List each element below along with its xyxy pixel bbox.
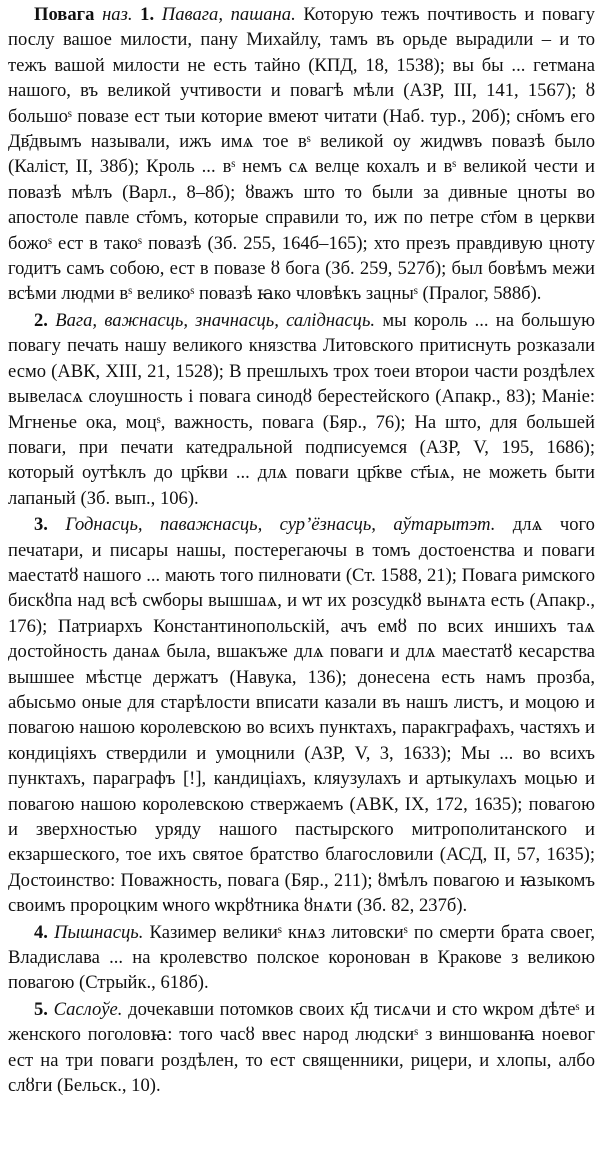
sense-citations: Казимер великиˢ кнѧз литовскиˢ по смерти брата своег, Владислава ... на кролевство полское коронован в Кракове з великою повагою (Стрыйк., 618б). bbox=[8, 921, 595, 994]
sense-gloss: Саслоўе. bbox=[53, 998, 123, 1020]
sense-5 bbox=[8, 997, 595, 1099]
part-of-speech: наз. bbox=[102, 4, 133, 25]
sense-number: 3. bbox=[34, 514, 48, 536]
sense-number: 2. bbox=[34, 309, 48, 331]
sense-4 bbox=[8, 920, 595, 996]
sense-1 bbox=[8, 2, 595, 307]
sense-gloss: Павага, пашана. bbox=[161, 4, 296, 25]
sense-gloss: Годнасць, паважнасць, сур’ёзнасць, аўтарытэт. bbox=[65, 514, 496, 536]
sense-citations: дочекавши потомков своих к҃д тисѧчи и сто ѡкром дѣтеˢ и женского поголовꙗ: того часȣ ввес народ людскиˢ з виншованꙗ ноевог ест на три поваги роздѣлен, то ест священники, рицери, и хлопы, албо слȣги (Бельск., 10). bbox=[8, 998, 596, 1097]
sense-citations: мы король ... на большую повагу печать нашу великого князства Литовского притиснуть розказали есмо (АВК, XIII, 21, 1528); В прешлыхъ трох тоеи второи части роздѣлех вывеласѧ слоушность і повага синодȣ берестейского (Апакр., 83); Манiе: Мгненье ока, моцˢ, важность, повага (Бяр., 76); На што, для большей поваги, при печати катедральной подписуемся (АЗР, V, 195, 1686); который оутѣклъ до цр҃кви ... длѧ поваги цр҃кве ст҃ыѧ, не можеть быти лапаный (Зб. вып., 106). bbox=[8, 309, 596, 509]
sense-gloss: Пышнасць. bbox=[54, 921, 144, 943]
sense-citations: длѧ чого печатари, и писары нашы, постерегаючы в томъ достоенства и поваги маестатȣ нашого ... мають того пилновати (Ст. 1588, 21); Повага римского бискȣпа над всѣ сѡборы вышшаѧ, и ѡт их розсудкȣ вынѧта есть (Апакр., 176); Патриархъ Константинопольскiй, ачъ емȣ по всих иншихъ таѧ достойность данаѧ была, вшакъже длѧ поваги и длѧ маестатȣ кесарства вышшее мѣстце держатъ (Навука, 136); донесена есть намъ прозба, абысьмо оные для старѣлости вписати казали въ нашъ листъ, и моцою и повагою нашою королевскою во всихъ пунктахъ, паракграфахъ, частяхъ и кондиціяхъ ствердили и умоцнили (АЗР, V, 3, 1633); Мы ... во всихъ пунктахъ, параграфъ [!], кандиціахъ, кляузулахъ и артыкулахъ моцью и повагою нашою королевскою ствержаемъ (АВК, IX, 172, 1635); повагою и зверхностью уряду нашого пастырского митрополитанского и екзаршеского, тое ихъ святое братство благословили (АСД, II, 57, 1635); Достоинство: Поважность, повага (Бяр., 211); ȣмѣлъ повагою и ꙗзыкомъ своимъ пророцким ѡного ѡкрȣтника ȣнѧти (Зб. 82, 237б). bbox=[8, 514, 595, 917]
sense-3 bbox=[8, 512, 595, 919]
sense-2 bbox=[8, 308, 595, 511]
headword: Повага bbox=[34, 4, 95, 25]
sense-number: 4. bbox=[34, 921, 48, 943]
sense-number: 5. bbox=[34, 998, 48, 1020]
sense-number: 1. bbox=[140, 4, 155, 25]
sense-gloss: Вага, важнасць, значнасць, салiднасць. bbox=[55, 309, 376, 331]
sense-citations: Которую тежъ почтивость и повагу послу вашое милости, пану Михайлу, тамъ въ орьде вырадили – и то тежъ вашой милости не есть тайно (КПД, 18, 1538); вы бы ... гетмана нашого, въ великой учтивости и повагѣ мѣли (АЗР, III, 141, 1567); ȣ большоˢ повазе ест тыи которие вмеют читати (Наб. тур., 20б); сн҃омъ его Дв҃двымъ называли, ижъ имѧ тое вˢ великой оу жидѡвъ повазѣ было (Калiст, II, 38б); Кроль ... вˢ немъ сѧ велце кохалъ и вˢ великой чести и повазѣ мѣлъ (Варл., 8–8б); ȣважъ што то были за дивные цноты во апостоле павле ст҃омъ, которые справили то, иж по петре ст҃ом в церкви божоˢ ест в такоˢ повазѣ (Зб. 255, 164б–165); хто презъ правдивую цноту годитъ самъ собою, ест в повазе ȣ бога (Зб. 259, 527б); был бовѣмъ межи всѣми людми вˢ великоˢ повазѣ ꙗко чловѣкъ зацныˢ (Пралог, 588б). bbox=[8, 4, 595, 305]
